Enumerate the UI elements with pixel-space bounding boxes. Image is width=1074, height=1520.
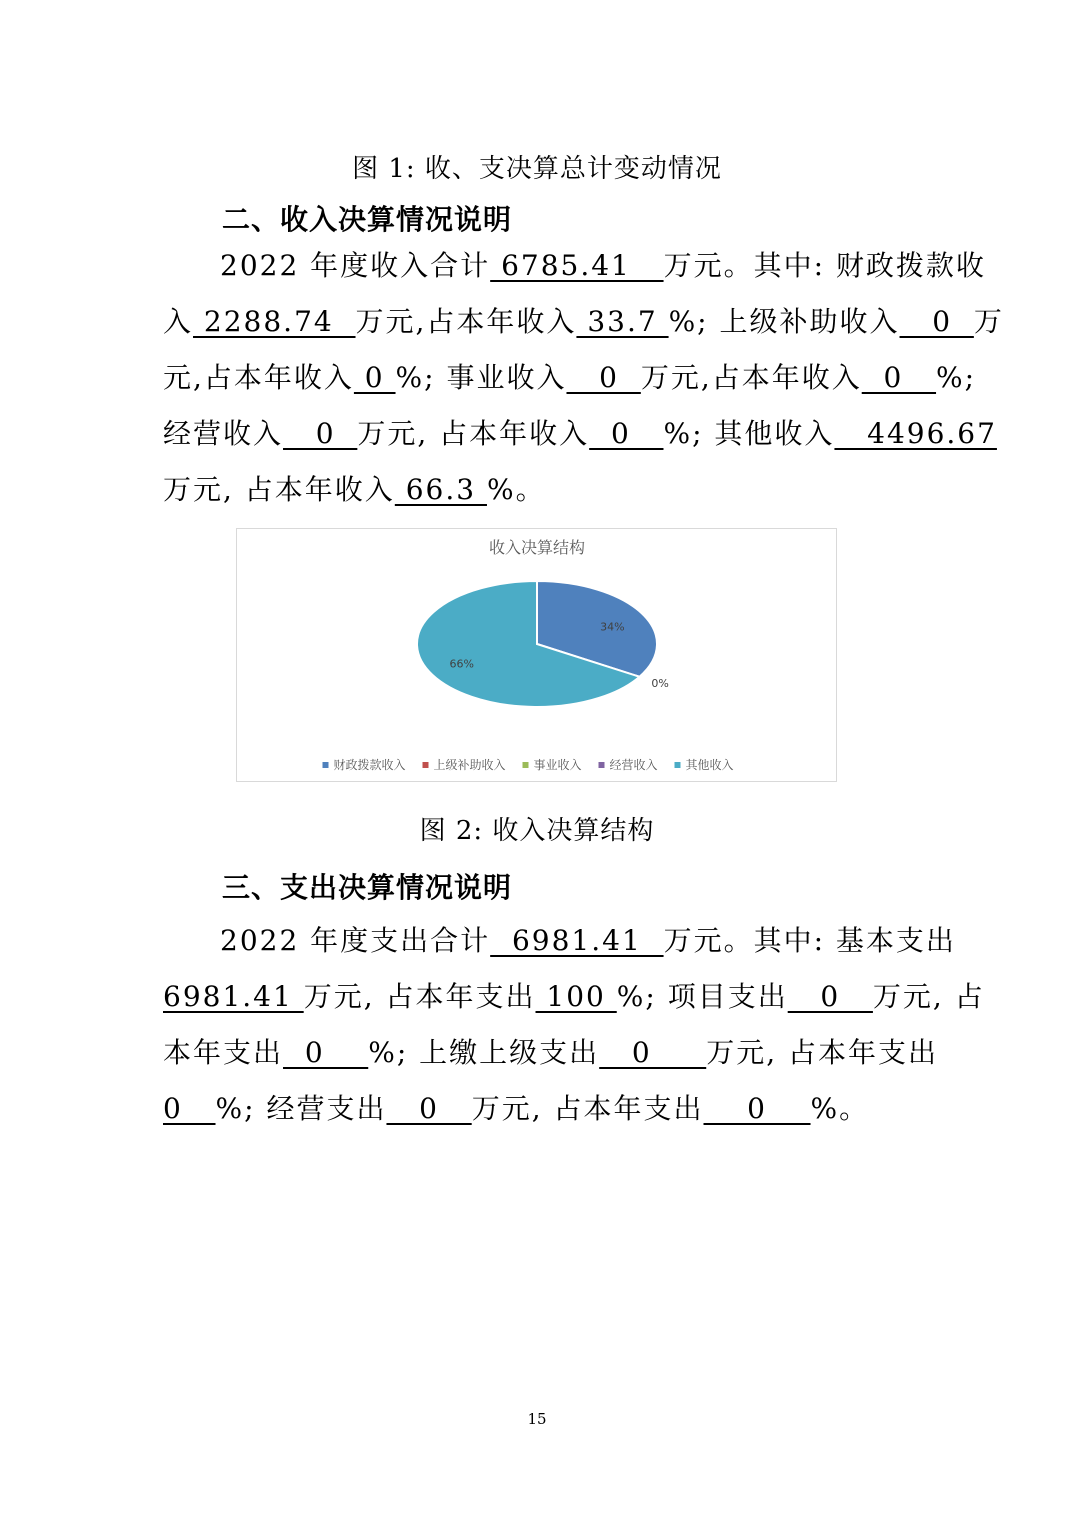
expenditure-text: 万元, 占 xyxy=(872,980,985,1013)
income-text: 2022 年度收入合计 xyxy=(220,249,491,282)
expenditure-line xyxy=(163,1081,913,1137)
pie-data-label: 34% xyxy=(600,620,625,634)
expenditure-value: 6981.41 xyxy=(490,924,664,957)
income-text: %; xyxy=(936,361,977,394)
expenditure-line xyxy=(163,913,956,969)
expenditure-paragraph xyxy=(163,913,985,1137)
figure1-caption: 图 1: 收、支决算总计变动情况 xyxy=(352,154,722,184)
expenditure-text: %; 经营支出 xyxy=(215,1092,387,1125)
legend-label: 经营收入 xyxy=(609,758,658,772)
figure2-caption: 图 2: 收入决算结构 xyxy=(419,816,655,846)
income-text: 万元,占本年收入 xyxy=(355,305,577,338)
income-line xyxy=(163,350,977,406)
chart-title: 收入决算结构 xyxy=(488,538,586,557)
income-line xyxy=(163,238,986,294)
expenditure-value: 0 xyxy=(386,1092,472,1125)
income-line xyxy=(163,462,913,518)
expenditure-value: 100 xyxy=(535,980,617,1013)
pie-chart-svg xyxy=(237,529,836,781)
income-text: %。 xyxy=(486,473,546,506)
section3-heading: 三、支出决算情况说明 xyxy=(222,871,513,904)
expenditure-text: 万元, 占本年支出 xyxy=(706,1036,939,1069)
expenditure-text: %; 上缴上级支出 xyxy=(368,1036,600,1069)
expenditure-value: 0 xyxy=(163,1092,216,1125)
legend-swatch xyxy=(523,762,529,768)
income-value: 6785.41 xyxy=(490,249,664,282)
legend-swatch xyxy=(423,762,429,768)
income-text: %; 其他收入 xyxy=(663,417,835,450)
income-value: 66.3 xyxy=(394,473,487,506)
income-text: 万元, 占本年收入 xyxy=(357,417,590,450)
legend-label: 事业收入 xyxy=(533,758,582,772)
income-pie-chart xyxy=(236,528,837,782)
legend-swatch xyxy=(323,762,329,768)
income-line xyxy=(163,406,997,462)
expenditure-value: 6981.41 xyxy=(163,980,304,1013)
page-number: 15 xyxy=(527,1410,547,1428)
expenditure-text: 2022 年度支出合计 xyxy=(220,924,491,957)
income-value: 0 xyxy=(589,417,664,450)
income-value: 0 xyxy=(353,361,396,394)
legend-swatch xyxy=(675,762,681,768)
income-value: 0 xyxy=(283,417,358,450)
income-text: 万元,占本年收入 xyxy=(640,361,862,394)
pie-data-label: 66% xyxy=(449,657,474,671)
chart-legend xyxy=(323,757,734,772)
legend-label: 财政拨款收入 xyxy=(333,758,406,772)
expenditure-text: %; 项目支出 xyxy=(616,980,788,1013)
expenditure-text: 万元, 占本年支出 xyxy=(303,980,536,1013)
income-text: 万元, 占本年收入 xyxy=(163,473,395,506)
income-value: 2288.74 xyxy=(193,305,356,338)
legend-label: 上级补助收入 xyxy=(433,758,506,772)
income-text: 入 xyxy=(163,305,194,338)
income-text: 元,占本年收入 xyxy=(163,361,354,394)
expenditure-text: %。 xyxy=(810,1092,870,1125)
income-text: 万 xyxy=(973,305,1004,338)
expenditure-line xyxy=(163,1025,939,1081)
expenditure-text: 万元, 占本年支出 xyxy=(471,1092,704,1125)
expenditure-text: 本年支出 xyxy=(163,1036,284,1069)
pie-slices xyxy=(417,581,657,707)
section2-heading: 二、收入决算情况说明 xyxy=(222,203,513,236)
income-value: 0 xyxy=(566,361,641,394)
income-text: 经营收入 xyxy=(163,417,284,450)
expenditure-value: 0 xyxy=(787,980,873,1013)
expenditure-text: 万元。其中: 基本支出 xyxy=(663,924,956,957)
pie-data-label: 0% xyxy=(651,676,669,690)
income-line xyxy=(163,294,1004,350)
income-text: %; 事业收入 xyxy=(395,361,567,394)
expenditure-value: 0 xyxy=(703,1092,811,1125)
expenditure-value: 0 xyxy=(599,1036,707,1069)
legend-label: 其他收入 xyxy=(685,758,734,772)
income-text: 万元。其中: 财政拨款收 xyxy=(663,249,986,282)
income-value: 33.7 xyxy=(576,305,669,338)
income-text: %; 上级补助收入 xyxy=(668,305,900,338)
expenditure-line xyxy=(163,969,985,1025)
income-value: 0 xyxy=(861,361,937,394)
expenditure-value: 0 xyxy=(283,1036,369,1069)
income-value: 4496.67 xyxy=(834,417,997,450)
income-paragraph xyxy=(163,238,1004,518)
legend-swatch xyxy=(599,762,605,768)
income-value: 0 xyxy=(899,305,974,338)
